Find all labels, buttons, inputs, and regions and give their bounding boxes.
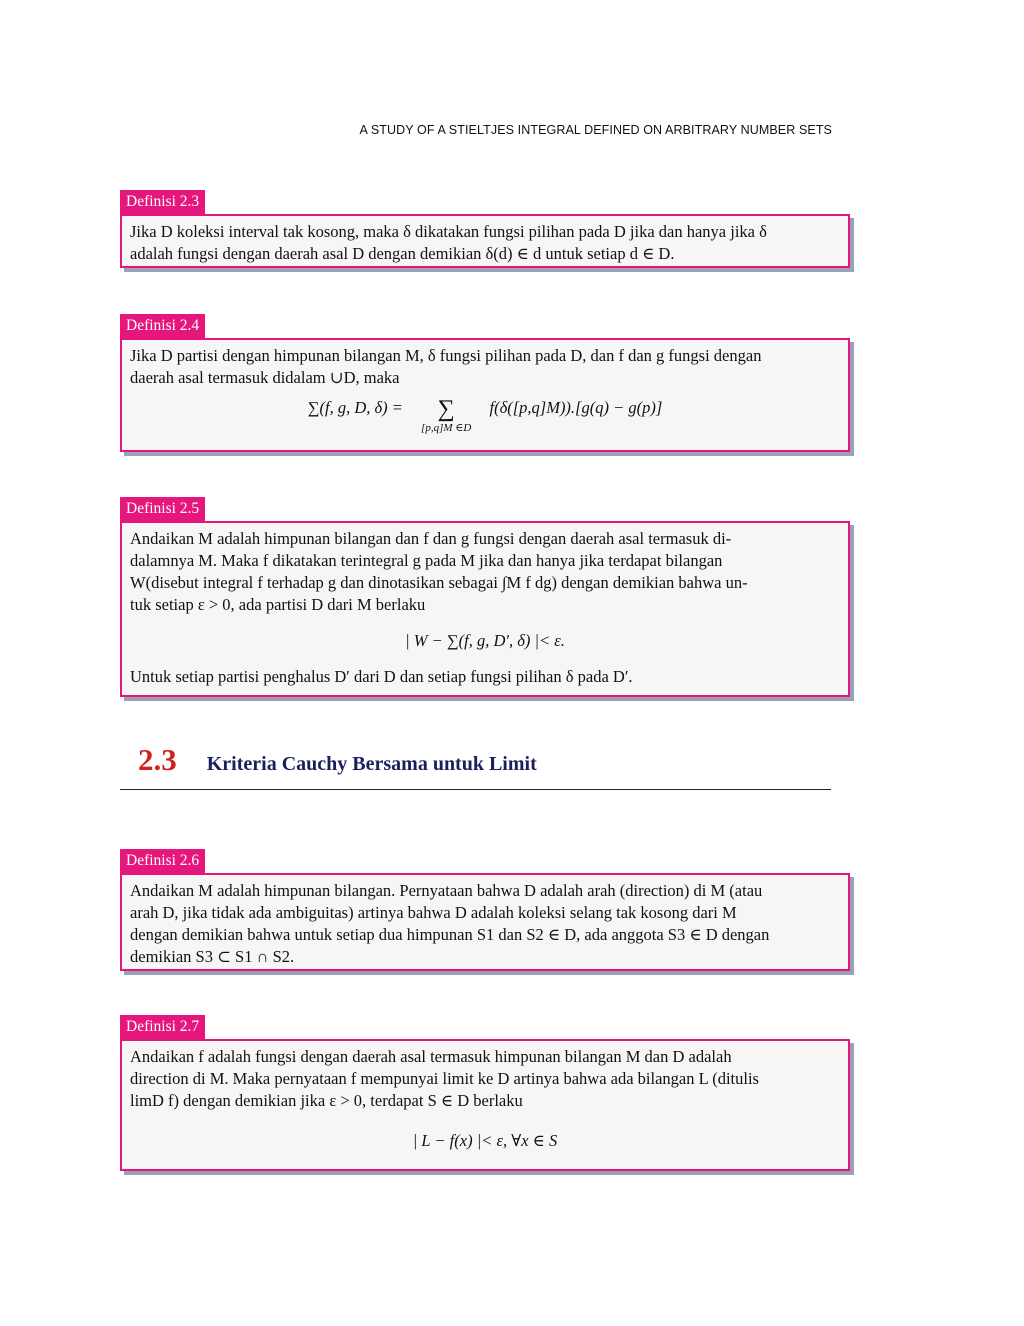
definition-box-2-5: [120, 521, 850, 697]
summation-index: [p,q]M ∈D: [421, 422, 472, 434]
definition-box-2-6: [120, 873, 850, 971]
definition-line: Andaikan M adalah himpunan bilangan. Pernyataan bahwa D adalah arah (direction) di M (atau: [130, 881, 763, 900]
definition-label-2-7: Definisi 2.7: [120, 1015, 205, 1039]
definition-line: dengan demikian bahwa untuk setiap dua himpunan S1 dan S2 ∈ D, ada anggota S3 ∈ D dengan: [130, 925, 770, 944]
definition-box-2-3: [120, 214, 850, 268]
definition-line: daerah asal termasuk didalam ∪D, maka: [130, 368, 400, 387]
definition-line: Andaikan f adalah fungsi dengan daerah asal termasuk himpunan bilangan M dan D adalah: [130, 1047, 732, 1066]
definition-line: limD f) dengan demikian jika ε > 0, terdapat S ∈ D berlaku: [130, 1091, 523, 1110]
definition-line: Jika D partisi dengan himpunan bilangan M, δ fungsi pilihan pada D, dan f dan g fungsi dengan: [130, 346, 762, 365]
integral-criterion-formula: | W − ∑(f, g, D′, δ) |< ε.: [405, 631, 565, 650]
riemann-stieltjes-sum-formula: [130, 397, 840, 434]
definition-box-2-4: [120, 338, 850, 452]
definition-line: Jika D koleksi interval tak kosong, maka δ dikatakan fungsi pilihan pada D jika dan hanya jika δ: [130, 222, 767, 241]
definition-label-2-4: Definisi 2.4: [120, 314, 205, 338]
definition-line: dalamnya M. Maka f dikatakan terintegral g pada M jika dan hanya jika terdapat bilangan: [130, 551, 723, 570]
formula-left: ∑(f, g, D, δ) =: [307, 398, 403, 417]
definition-line: Untuk setiap partisi penghalus D′ dari D dan setiap fungsi pilihan δ pada D′.: [130, 667, 633, 686]
limit-formula: | L − f(x) |< ε, ∀x ∈ S: [412, 1131, 558, 1150]
summation-symbol: [421, 397, 471, 434]
definition-label-2-6: Definisi 2.6: [120, 849, 205, 873]
section-number: 2.3: [138, 742, 177, 777]
definition-box-2-7: [120, 1039, 850, 1171]
formula-right: f(δ([p,q]M)).[g(q) − g(p)]: [489, 398, 663, 417]
section-title: Kriteria Cauchy Bersama untuk Limit: [206, 753, 537, 775]
definition-line: tuk setiap ε > 0, ada partisi D dari M berlaku: [130, 595, 426, 614]
definition-line: demikian S3 ⊂ S1 ∩ S2.: [130, 947, 295, 966]
sigma-glyph: ∑: [437, 396, 455, 422]
definition-label-2-3: Definisi 2.3: [120, 190, 205, 214]
definition-line: direction di M. Maka pernyataan f mempunyai limit ke D artinya bahwa ada bilangan L (ditulis: [130, 1069, 759, 1088]
running-header: A STUDY OF A STIELTJES INTEGRAL DEFINED ON ARBITRARY NUMBER SETS: [359, 123, 832, 137]
section-divider: [120, 789, 831, 790]
definition-line: adalah fungsi dengan daerah asal D dengan demikian δ(d) ∈ d untuk setiap d ∈ D.: [130, 244, 675, 263]
definition-line: arah D, jika tidak ada ambiguitas) artinya bahwa D adalah koleksi selang tak kosong dari M: [130, 903, 737, 922]
definition-label-2-5: Definisi 2.5: [120, 497, 205, 521]
definition-line: W(disebut integral f terhadap g dan dinotasikan sebagai ∫M f dg) dengan demikian bahwa un-: [130, 573, 748, 592]
section-heading: [138, 742, 537, 778]
definition-line: Andaikan M adalah himpunan bilangan dan f dan g fungsi dengan daerah asal termasuk di-: [130, 529, 732, 548]
